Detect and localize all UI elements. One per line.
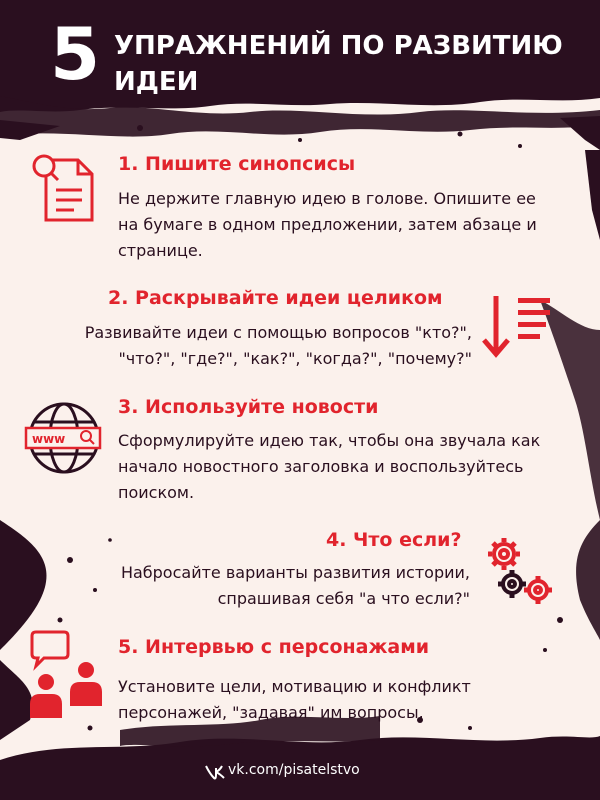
sort-down-icon — [478, 292, 558, 362]
tip-4-text: Набросайте варианты развития истории, спрашивая себя "а что если?" — [120, 563, 470, 608]
page-title: УПРАЖНЕНИЙ ПО РАЗВИТИЮ ИДЕИ — [114, 31, 563, 97]
document-search-icon — [28, 150, 100, 226]
header-number: 5 — [50, 12, 101, 96]
tip-3-text: Сформулируйте идею так, чтобы она звучала как начало новостного заголовка и воспользуйтесь поиском. — [118, 431, 541, 502]
tip-5-title: 5. Интервью с персонажами — [118, 636, 430, 658]
tip-4-title: 4. Что если? — [326, 529, 462, 551]
tip-3-title: 3. Используйте новости — [118, 396, 379, 418]
tip-1-title: 1. Пишите синопсисы — [118, 153, 356, 175]
globe-www-icon — [22, 400, 106, 478]
tip-2-text: Развивайте идеи с помощью вопросов "кто?", "что?", "где?", "как?", "когда?", "почему?" — [84, 323, 472, 368]
tip-1-text: Не держите главную идею в голове. Опишите ее на бумаге в одном предложении, затем абзаце и странице. — [118, 189, 537, 260]
svg-text:www: www — [32, 432, 66, 446]
people-chat-icon — [26, 630, 110, 722]
tip-5-text: Установите цели, мотивацию и конфликт персонажей, "задавая" им вопросы. — [118, 677, 471, 722]
vk-icon — [204, 760, 226, 782]
gears-icon — [482, 532, 558, 610]
footer-link[interactable]: vk.com/pisatelstvo — [228, 762, 360, 778]
tip-2-title: 2. Раскрывайте идеи целиком — [108, 287, 443, 309]
